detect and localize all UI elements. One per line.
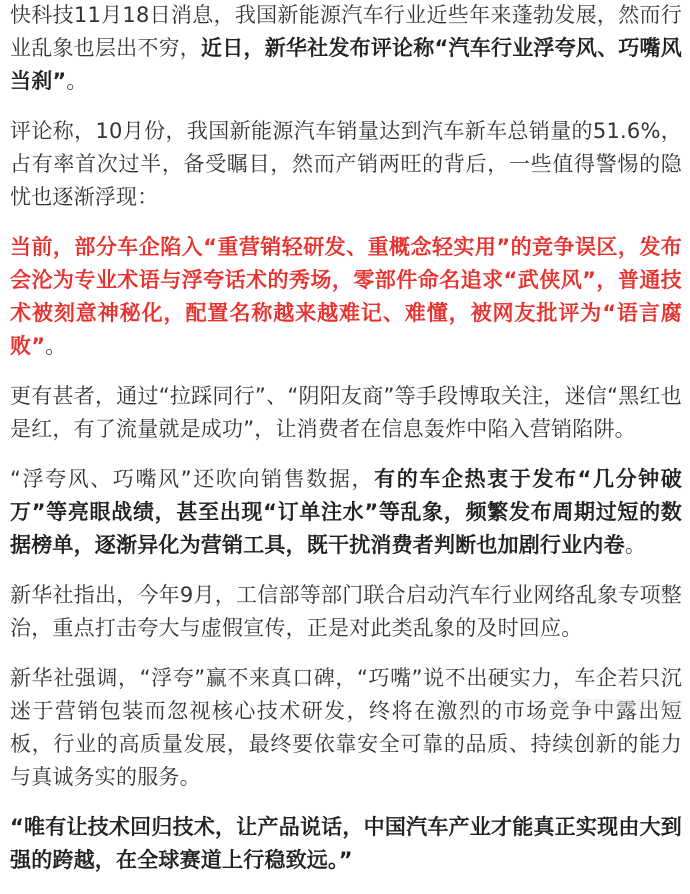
watermark-text-blur [571, 699, 682, 711]
text-segment: 更有甚者，通过“拉踩同行”、“阴阳友商”等手段博取关注，迷信“黑红也是红，有了流量就是成功”，让消费者在信息轰炸中陷入营销陷阱。 [10, 384, 682, 441]
paragraph-emphasis [10, 662, 682, 794]
text-segment: 。 [66, 69, 88, 93]
text-segment-bold: 近日，新华社发布评论称“汽车行业浮夸风、巧嘴风当刹” [10, 36, 682, 93]
paragraph-intro [10, 0, 682, 98]
text-segment-bold: “唯有让技术回归技术，让产品说话，中国汽车产业才能真正实现由大到强的跨越，在全球赛道上行稳致远。” [10, 815, 682, 872]
text-segment-red: 当前，部分车企陷入“重营销轻研发、重概念轻实用”的竞争误区，发布会沦为专业术语与浮夸话术的秀场，零部件命名追求“武侠风”，普通技术被刻意神秘化，配置名称越来越难记、难懂，被网友批评为“语言腐败” [10, 235, 682, 358]
text-segment: 。 [624, 533, 647, 557]
text-segment: 快科技11月18日消息，我国新能源汽车行业近些年来蓬勃发展，然而行业乱象也层出不穷， [10, 3, 682, 60]
text-segment: 新华社强调，“浮夸”赢不来真口碑，“巧嘴”说不出硬实力，车企若只沉迷于营销包装而忽视核心技术研发，终将在激烈的市场竞争中露出短板，行业的高质量发展，最终要依靠安全可靠的品质、持续创新的能力与真诚务实的服务。 [10, 666, 682, 789]
text-segment: 评论称，10月份，我国新能源汽车销量达到汽车新车总销量的51.6%，占有率首次过半，备受瞩目，然而产销两旺的背后，一些值得警惕的隐忧也逐渐浮现： [10, 119, 682, 209]
text-segment: 新华社指出，今年9月，工信部等部门联合启动汽车行业网络乱象专项整治，重点打击夸大与虚假宣传，正是对此类乱象的及时回应。 [10, 583, 682, 640]
paragraph-marketing-traps [10, 380, 682, 446]
text-segment: “浮夸风、巧嘴风”还吹向销售数据， [10, 467, 375, 491]
paragraph-closing-quote [10, 811, 682, 877]
weibo-watermark [552, 694, 682, 716]
paragraph-sales-numbers [10, 463, 682, 562]
paragraph-highlight-red [10, 231, 682, 363]
text-segment: 。 [45, 334, 67, 358]
text-segment-bold: 有的车企热衷于发布“几分钟破万”等亮眼战绩，甚至出现“订单注水”等乱象，频繁发布周期过短的数据榜单，逐渐异化为营销工具，既干扰消费者判断也加剧行业内卷 [10, 467, 682, 557]
paragraph-sales-data [10, 115, 682, 214]
paragraph-regulation [10, 579, 682, 645]
weibo-watermark-icon [552, 697, 568, 713]
article-body [10, 0, 682, 894]
